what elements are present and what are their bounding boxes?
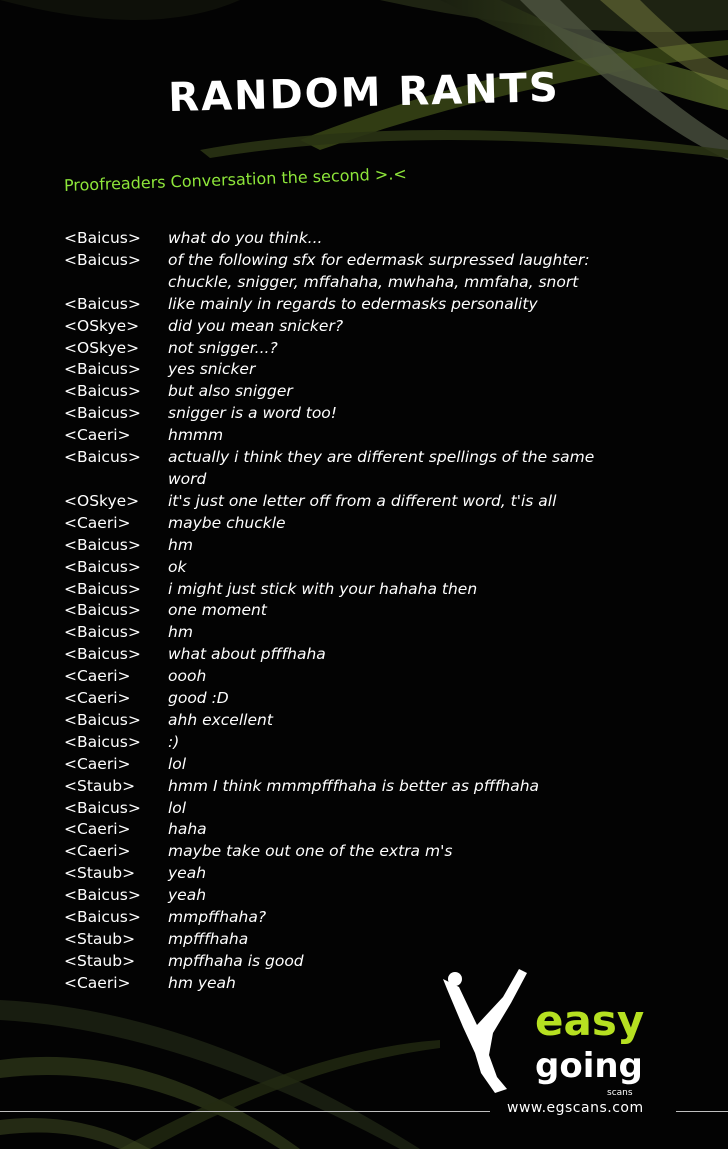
chat-line: [64, 600, 664, 622]
chat-line: [64, 381, 664, 403]
chat-line: [64, 710, 664, 732]
chat-message: hmm I think mmmpfffhaha is better as pfffhaha: [168, 776, 540, 795]
chat-line: [64, 557, 664, 579]
chat-line: [64, 579, 664, 601]
chat-nickname: <Staub>: [64, 951, 136, 970]
chat-line: [64, 798, 664, 820]
chat-line: [64, 316, 664, 338]
chat-message: but also snigger: [168, 382, 293, 401]
chat-nickname: <Baicus>: [64, 250, 141, 269]
chat-line: [64, 359, 664, 381]
svg-text:going: going: [535, 1046, 643, 1086]
chat-nickname: <OSkye>: [64, 316, 140, 335]
chat-line: [64, 513, 664, 535]
chat-nickname: <Baicus>: [64, 601, 141, 620]
chat-log: [64, 228, 664, 995]
chat-nickname: <Baicus>: [64, 448, 141, 467]
chat-message: maybe chuckle: [168, 513, 286, 532]
chat-nickname: <Baicus>: [64, 886, 141, 905]
chat-message: yeah: [168, 886, 207, 905]
chat-nickname: <Caeri>: [64, 513, 131, 532]
chat-message: it's just one letter off from a different word, t'is all: [168, 491, 557, 510]
chat-message: mpffhaha is good: [168, 951, 304, 970]
chat-line: [64, 907, 664, 929]
chat-line: [64, 491, 664, 513]
chat-message: :): [168, 732, 180, 751]
chat-line: [64, 338, 664, 360]
chat-nickname: <Baicus>: [64, 229, 141, 247]
chat-nickname: <Baicus>: [64, 360, 141, 379]
chat-line: [64, 447, 664, 491]
chat-message: lol: [168, 754, 187, 773]
chat-nickname: <Baicus>: [64, 535, 141, 554]
chat-message: hm: [168, 535, 193, 554]
chat-line: [64, 776, 664, 798]
chat-line: [64, 819, 664, 841]
chat-nickname: <Caeri>: [64, 973, 131, 992]
chat-nickname: <Staub>: [64, 930, 136, 948]
chat-nickname: <Baicus>: [64, 710, 141, 729]
chat-nickname: <Staub>: [64, 776, 136, 795]
chat-message: ok: [168, 557, 187, 576]
chat-line: [64, 841, 664, 863]
chat-line: [64, 929, 664, 951]
chat-line: [64, 644, 664, 666]
chat-nickname: <Caeri>: [64, 689, 131, 708]
chat-message: snigger is a word too!: [168, 404, 338, 423]
chat-message: yeah: [168, 864, 207, 883]
chat-line: [64, 732, 664, 754]
chat-message: mpfffhaha: [168, 930, 249, 948]
chat-line: [64, 294, 664, 316]
chat-line: [64, 863, 664, 885]
chat-message: haha: [168, 820, 207, 839]
chat-nickname: <Baicus>: [64, 404, 141, 423]
conversation-subtitle: Proofreaders Conversation the second >.<: [63, 164, 408, 195]
chat-message: oooh: [168, 667, 207, 686]
chat-nickname: <Baicus>: [64, 579, 141, 598]
chat-line: [64, 754, 664, 776]
chat-message: did you mean snicker?: [168, 316, 344, 335]
chat-message: like mainly in regards to edermasks personality: [168, 294, 538, 313]
chat-message: not snigger...?: [168, 338, 278, 357]
chat-message: i might just stick with your hahaha then: [168, 579, 478, 598]
chat-nickname: <Baicus>: [64, 732, 141, 751]
svg-text:scans: scans: [607, 1088, 633, 1098]
chat-message: hmmm: [168, 426, 224, 445]
chat-line: [64, 666, 664, 688]
chat-line: [64, 885, 664, 907]
chat-message: one moment: [168, 601, 267, 620]
chat-line: [64, 250, 664, 294]
chat-line: [64, 228, 664, 250]
chat-line: [64, 425, 664, 447]
chat-message: actually i think they are different spellings of the same word: [168, 448, 595, 488]
chat-line: [64, 688, 664, 710]
chat-message: maybe take out one of the extra m's: [168, 842, 453, 861]
chat-message: good :D: [168, 689, 229, 708]
chat-line: [64, 403, 664, 425]
chat-nickname: <Caeri>: [64, 842, 131, 861]
page-title: RANDOM RANTS: [167, 64, 561, 122]
chat-nickname: <OSkye>: [64, 338, 140, 357]
svg-text:easy: easy: [535, 996, 645, 1045]
chat-message: hm: [168, 623, 193, 642]
chat-nickname: <Baicus>: [64, 645, 141, 664]
chat-line: [64, 622, 664, 644]
chat-line: [64, 535, 664, 557]
chat-nickname: <Baicus>: [64, 623, 141, 642]
chat-nickname: <Baicus>: [64, 382, 141, 401]
chat-message: what about pfffhaha: [168, 645, 326, 664]
chat-nickname: <Baicus>: [64, 557, 141, 576]
footer-divider-right: [676, 1111, 728, 1112]
chat-message: hm yeah: [168, 973, 236, 992]
footer-divider-left: [0, 1111, 490, 1112]
chat-nickname: <Caeri>: [64, 820, 131, 839]
chat-message: mmpffhaha?: [168, 908, 267, 927]
chat-message: what do you think...: [168, 229, 323, 247]
chat-nickname: <Baicus>: [64, 294, 141, 313]
chat-nickname: <Caeri>: [64, 426, 131, 445]
chat-message: ahh excellent: [168, 710, 273, 729]
chat-nickname: <Caeri>: [64, 667, 131, 686]
chat-message: of the following sfx for edermask surpressed laughter: chuckle, snigger, mffahaha, mwhaha, mmfaha, snort: [168, 250, 590, 291]
chat-nickname: <Caeri>: [64, 754, 131, 773]
chat-nickname: <Baicus>: [64, 908, 141, 927]
easy-going-scans-logo: [437, 965, 667, 1100]
chat-nickname: <OSkye>: [64, 491, 140, 510]
chat-nickname: <Baicus>: [64, 798, 141, 817]
chat-message: yes snicker: [168, 360, 256, 379]
chat-nickname: <Staub>: [64, 864, 136, 883]
site-url-link[interactable]: www.egscans.com: [507, 1100, 644, 1116]
chat-message: lol: [168, 798, 187, 817]
